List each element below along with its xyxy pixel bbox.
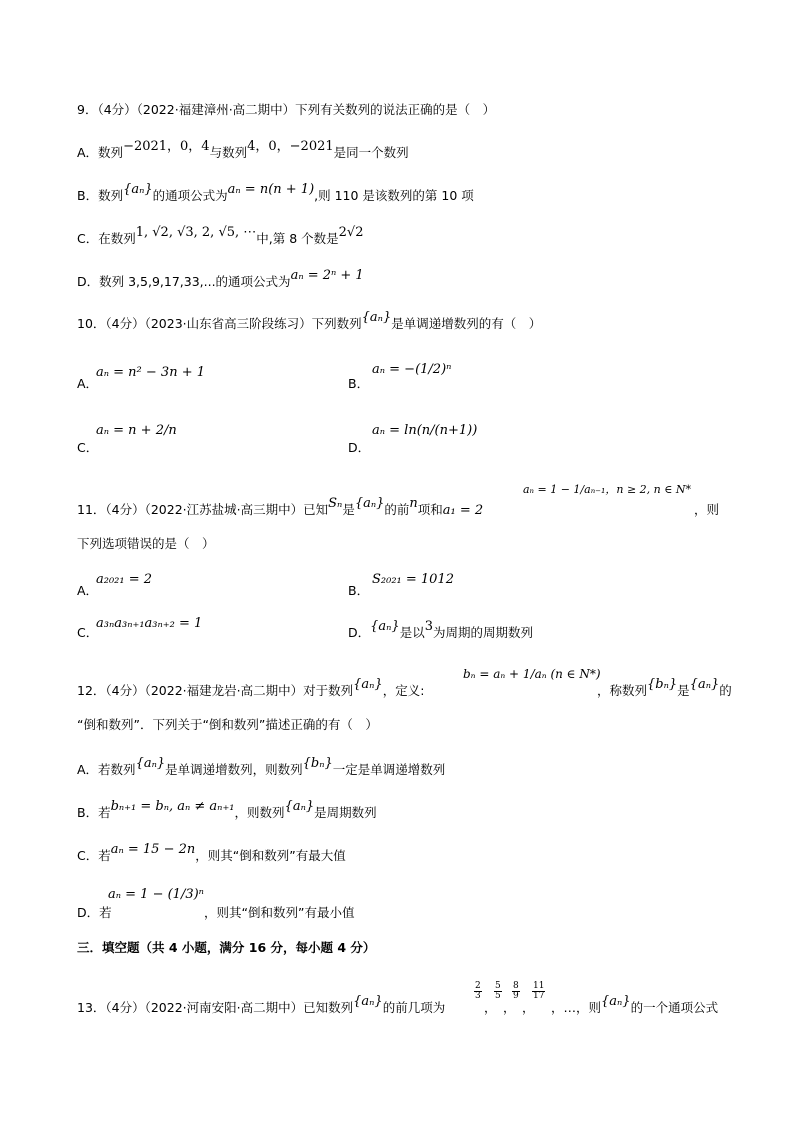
q12-option-a: A．若数列{aₙ}是单调递增数列，则数列{bₙ}一定是单调递增数列 (77, 756, 446, 777)
q10-option-d-formula: aₙ = ln(n/(n+1)) (372, 423, 478, 438)
q13-fraction-1: $\frac{2}{3}$ (475, 981, 481, 1002)
q13-fraction-2: $\frac{5}{5}$ (495, 981, 501, 1002)
q9-option-a: A．数列−2021，0，4与数列4，0，−2021是同一个数列 (77, 139, 409, 160)
q13-fraction-4: $\frac{11}{17}$ (533, 981, 545, 1002)
q9-option-b: B．数列{aₙ}的通项公式为aₙ = n(n + 1),则 110 是该数列的第 10 项 (77, 182, 474, 203)
q12-option-d-formula: aₙ = 1 − (1/3)ⁿ (108, 887, 204, 902)
q10-option-a-formula: aₙ = n² − 3n + 1 (96, 365, 205, 380)
q10-option-d-label: D． (348, 440, 371, 455)
q10-option-c-label: C． (77, 440, 99, 455)
q9-option-d: D．数列 3,5,9,17,33,...的通项公式为aₙ = 2ⁿ + 1 (77, 268, 364, 289)
q11-option-c-label: C． (77, 625, 99, 640)
q12-option-c: C．若aₙ = 15 − 2n，则其“倒和数列”有最大值 (77, 842, 346, 863)
q10-stem: 10．（4分）（2023·山东省高三阶段练习）下列数列{aₙ}是单调递增数列的有（ ） (77, 310, 542, 331)
q12-option-d: D．若 (77, 905, 112, 920)
section-title: 三．填空题（共 4 小题，满分 16 分，每小题 4 分） (77, 940, 376, 955)
q12-option-d-end: ，则其“倒和数列”有最小值 (204, 905, 355, 920)
q10-option-c-formula: aₙ = n + 2/n (96, 423, 177, 438)
q11-option-a-label: A． (77, 583, 99, 598)
q11-stem-end: ，则 (694, 502, 720, 517)
q12-stem: 12．（4分）（2022·福建龙岩·高二期中）对于数列{aₙ}，定义: (77, 677, 425, 698)
q13-stem-end: ，…，则{aₙ}的一个通项公式 (551, 994, 719, 1015)
q13-fraction-3: $\frac{8}{9}$ (513, 981, 519, 1002)
q11-stem: 11．（4分）（2022·江苏盐城·高三期中）已知Sₙ是{aₙ}的前n项和a₁ = 2 (77, 496, 484, 518)
q11-option-d: D．{aₙ}是以3为周期的周期数列 (348, 619, 534, 640)
q11-recurrence: aₙ = 1 − 1/aₙ₋₁，n ≥ 2, n ∈ N* (523, 483, 692, 496)
q10-option-b-formula: aₙ = −(1/2)ⁿ (372, 362, 452, 377)
q9-option-c: C．在数列1, √2, √3, 2, √5, ⋯中,第 8 个数是2√2 (77, 225, 364, 246)
q12-definition: bₙ = aₙ + 1/aₙ (n ∈ N*) (463, 667, 601, 681)
q12-stem-end: ，称数列{bₙ}是{aₙ}的 (597, 677, 732, 698)
q12-stem-line2: “倒和数列”．下列关于“倒和数列”描述正确的有（ ） (77, 717, 378, 732)
q11-option-a-formula: a₂₀₂₁ = 2 (96, 572, 153, 587)
q11-option-c-formula: a₃ₙa₃ₙ₊₁a₃ₙ₊₂ = 1 (96, 616, 203, 631)
q13-comma-1: ， (484, 1000, 497, 1015)
q12-option-b: B．若bₙ₊₁ = bₙ, aₙ ≠ aₙ₊₁，则数列{aₙ}是周期数列 (77, 799, 377, 820)
q11-stem-line2: 下列选项错误的是（ ） (77, 536, 215, 551)
q13-comma-2: ， (503, 1000, 516, 1015)
q13-stem: 13．（4分）（2022·河南安阳·高二期中）已知数列{aₙ}的前几项为 (77, 994, 446, 1015)
q10-option-a-label: A． (77, 376, 99, 391)
q10-option-b-label: B． (348, 376, 370, 391)
q13-comma-3: ， (522, 1000, 535, 1015)
q9-stem: 9．（4分）（2022·福建漳州·高二期中）下列有关数列的说法正确的是（ ） (77, 102, 496, 117)
q11-option-b-formula: S₂₀₂₁ = 1012 (372, 572, 454, 587)
q11-option-b-label: B． (348, 583, 370, 598)
